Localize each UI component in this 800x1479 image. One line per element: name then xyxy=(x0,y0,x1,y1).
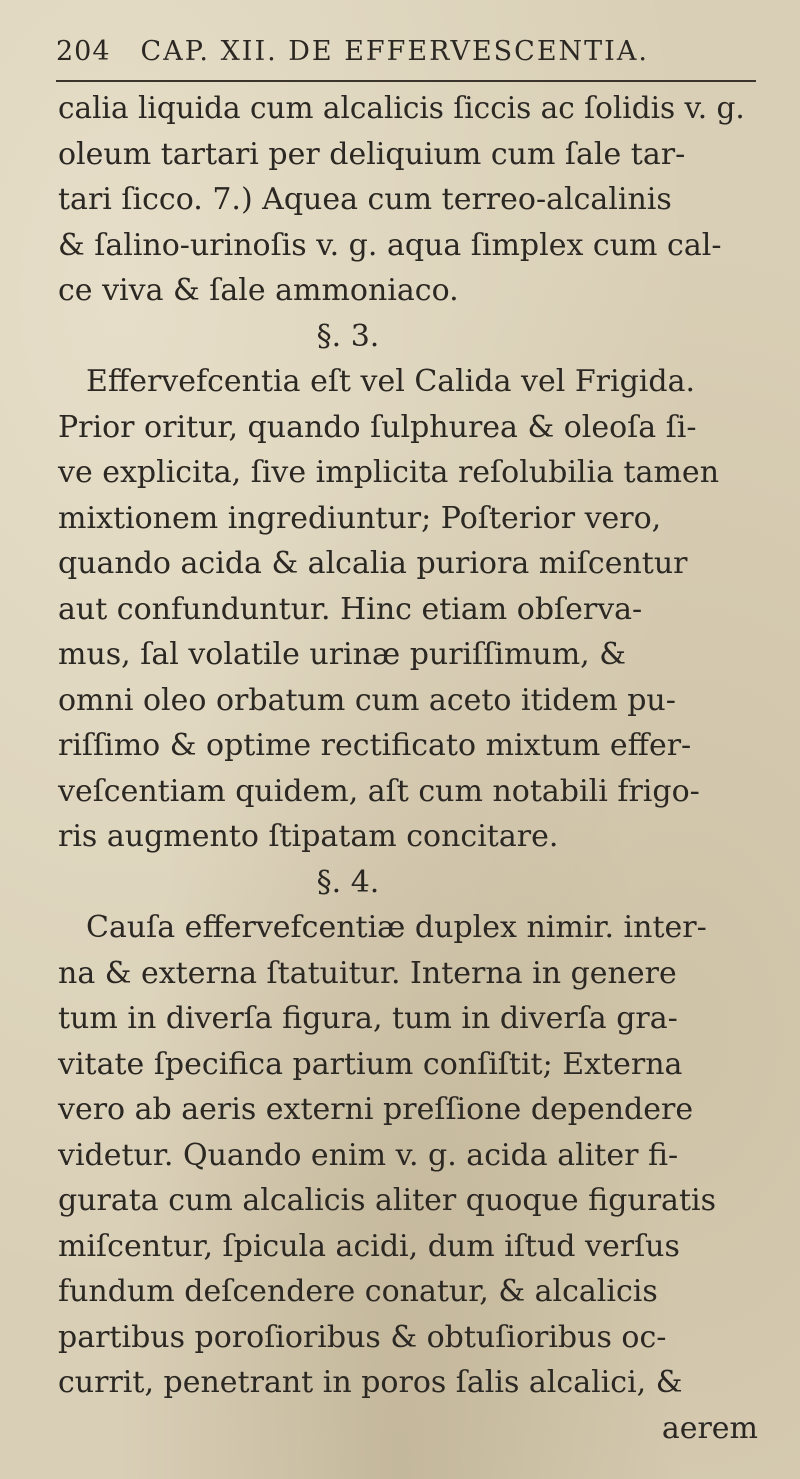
text-line: veſcentiam quidem, aſt cum notabili frigo- xyxy=(58,773,700,809)
section-heading: §. 4. xyxy=(316,864,380,900)
text-line: aut confunduntur. Hinc etiam obſerva- xyxy=(58,591,643,627)
text-line: na & externa ſtatuitur. Interna in genere xyxy=(58,955,677,991)
text-line: videtur. Quando enim v. g. acida aliter fi- xyxy=(58,1137,679,1173)
text-line: & ſalino-urinoſis v. g. aqua ſimplex cum cal- xyxy=(58,227,722,263)
text-line: quando acida & alcalia puriora miſcentur xyxy=(58,546,688,581)
text-line: Effervefcentia eſt vel Calida vel Frigida. xyxy=(86,364,696,399)
text-line: ce viva & ſale ammoniaco. xyxy=(58,273,459,308)
page-number: 204 xyxy=(56,36,111,67)
text-line: ve explicita, ſive implicita reſolubilia tamen xyxy=(58,455,720,490)
text-line: gurata cum alcalicis aliter quoque figuratis xyxy=(58,1183,716,1218)
text-line: tari ſicco. 7.) Aquea cum terreo-alcalinis xyxy=(58,182,672,217)
catchword: aerem xyxy=(661,1410,758,1446)
text-line: fundum deſcendere conatur, & alcalicis xyxy=(58,1274,658,1309)
text-line: oleum tartari per deliquium cum ſale tar- xyxy=(58,136,686,172)
text-line: miſcentur, ſpicula acidi, dum iſtud verſus xyxy=(58,1228,680,1264)
text-line: mus, ſal volatile urinæ puriſſimum, & xyxy=(58,637,626,672)
text-line: ris augmento ſtipatam concitare. xyxy=(58,819,559,854)
text-line: vitate ſpecifica partium conſiſtit; Externa xyxy=(58,1046,683,1082)
text-line: vero ab aeris externi preſſione dependere xyxy=(58,1092,694,1127)
text-line: tum in diverſa figura, tum in diverſa gra- xyxy=(58,1001,678,1036)
running-title: CAP. XII. DE EFFERVESCENTIA. xyxy=(140,36,649,67)
body-text xyxy=(58,86,758,1451)
text-line: partibus poroſioribus & obtuſioribus oc- xyxy=(58,1319,667,1355)
text-line: Cauſa effervefcentiæ duplex nimir. inter- xyxy=(86,910,707,945)
text-line: currit, penetrant in poros ſalis alcalici, & xyxy=(58,1365,683,1400)
text-line: riſſimo & optime rectificato mixtum effer- xyxy=(58,728,692,763)
text-line: Prior oritur, quando ſulphurea & oleoſa ſi- xyxy=(58,409,697,445)
text-line: calia liquida cum alcalicis ſiccis ac ſolidis v. g. xyxy=(58,91,745,125)
section-heading: §. 3. xyxy=(316,318,380,354)
text-line: mixtionem ingrediuntur; Poſterior vero, xyxy=(58,500,662,536)
header-rule xyxy=(56,80,756,82)
running-header xyxy=(56,36,756,76)
text-line: omni oleo orbatum cum aceto itidem pu- xyxy=(58,682,676,718)
